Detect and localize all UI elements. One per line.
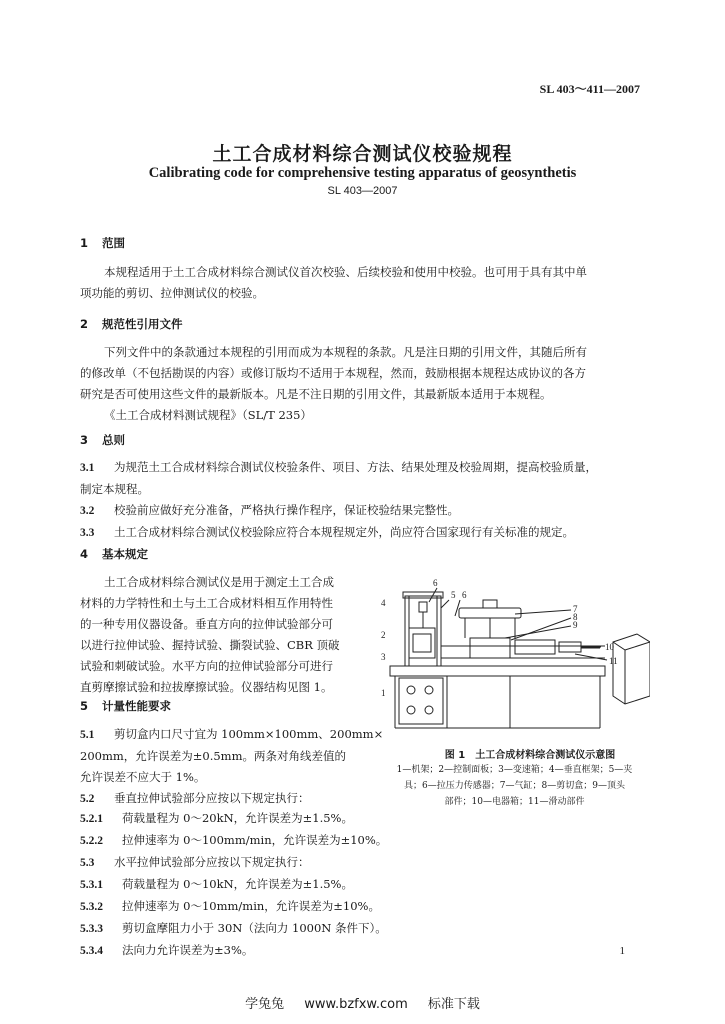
footer-site-name: 学兔兔 (245, 997, 285, 1012)
clause-3-3: 3.3 土工合成材料综合测试仪校验除应符合本规程规定外，尚应符合国家现行有关标准的规定。 (80, 525, 574, 539)
label-8: 8 (573, 612, 578, 622)
section-2-body: 下列文件中的条款通过本规程的引用而成为本规程的条款。凡是注日期的引用文件，其随后所有 的修改单（不包括勘误的内容）或修订版均不适用于本规程，然而，鼓励根据本规程达成协议的各方 研究是否可使用这些文件的最新版本。凡是不注日期的引用文件，其最新版本适用于本规程。 《土工合成材料测试规程》（SL/T 235） (80, 342, 655, 426)
machine-frame (390, 666, 605, 676)
clause-5-2: 5.2 垂直拉伸试验部分应按以下规定执行： (80, 791, 310, 805)
clause-5-3-3: 5.3.3 剪切盒摩阻力小于 30N（法向力 1000N 条件下）。 (80, 921, 387, 935)
figure-legend: 1—机架；2—控制面板；3—变速箱；4—垂直框架；5—夹 具；6—拉压力传感器；7—气缸；8—剪切盒；9—顶头 部件；10—电器箱；11—滑动部件 (396, 765, 633, 807)
page-title-english: Calibrating code for comprehensive testing apparatus of geosynthetis (148, 165, 577, 181)
electrical-box (613, 634, 650, 704)
footer-url[interactable]: www.bzfxw.com (304, 997, 408, 1012)
clause-3-2: 3.2 校验前应做好充分准备，严格执行操作程序，保证校验结果完整性。 (80, 503, 459, 517)
section-4-heading: 4 基本规定 (80, 547, 148, 561)
clause-5-2-1: 5.2.1 荷载量程为 0～20kN，允许误差为±1.5%。 (80, 811, 353, 825)
label-6b: 6 (462, 590, 467, 600)
apparatus-diagram (375, 578, 650, 738)
air-cylinder (459, 608, 521, 618)
clause-5-3: 5.3 水平拉伸试验部分应按以下规定执行： (80, 855, 310, 869)
footer-tag: 标准下载 (427, 997, 480, 1012)
sliding-part (515, 640, 555, 654)
section-1-heading: 1 范围 (80, 236, 125, 250)
page-number: 1 (619, 945, 625, 957)
section-3-heading: 3 总则 (80, 433, 125, 447)
clause-5-2-2: 5.2.2 拉伸速率为 0～100mm/min，允许误差为±10%。 (80, 833, 388, 847)
load-cell (419, 602, 427, 612)
label-6: 6 (433, 578, 438, 588)
label-11: 11 (609, 656, 618, 666)
clause-5-3-4: 5.3.4 法向力允许误差为±3%。 (80, 943, 254, 957)
label-4: 4 (381, 598, 386, 608)
standard-code: SL 403—2007 (327, 185, 398, 197)
label-5: 5 (451, 590, 456, 600)
label-10: 10 (605, 642, 614, 652)
clause-3-1: 3.1 为规范土工合成材料综合测试仪校验条件、项目、方法、结果处理及校验周期，提高校验质量， (80, 460, 597, 474)
section-5-subclauses (80, 808, 640, 962)
footer-watermark (0, 993, 725, 1012)
section-1-body: 本规程适用于土工合成材料综合测试仪首次校验、后续校验和使用中校验。也可用于具有其中单 项功能的剪切、拉伸测试仪的校验。 (80, 265, 587, 300)
label-7: 7 (573, 604, 578, 614)
section-5-heading: 5 计量性能要求 (80, 699, 171, 713)
section-5-body: 5.1 剪切盒内口尺寸宜为 100mm×100mm、200mm× 200mm，允许误差为±0.5mm。两条对角线差值的 允许误差不应大于 1%。 5.2 垂直拉伸试验部分应按以下规定执行： (80, 724, 410, 810)
clause-5-3-2: 5.3.2 拉伸速率为 0～10mm/min，允许误差为±10%。 (80, 899, 380, 913)
control-panel (399, 678, 443, 724)
section-3-body: 3.1 为规范土工合成材料综合测试仪校验条件、项目、方法、结果处理及校验周期，提高校验质量， 制定本规程。 3.2 校验前应做好充分准备，严格执行操作程序，保证校验结果完整性。 3.3 土工合成材料综合测试仪校验除应符合本规程规定外，尚应符合国家现行有关标准的规定。 (80, 457, 660, 544)
page-title: 土工合成材料综合测试仪校验规程 (212, 143, 513, 165)
label-1: 1 (381, 688, 386, 698)
section-2-heading: 2 规范性引用文件 (80, 317, 183, 331)
vertical-frame (405, 596, 441, 666)
label-3: 3 (381, 652, 386, 662)
clause-5-3-1: 5.3.1 荷载量程为 0～10kN，允许误差为±1.5%。 (80, 877, 353, 891)
label-9: 9 (573, 620, 578, 630)
figure-caption: 图 1 土工合成材料综合测试仪示意图 (444, 750, 616, 761)
section-4-body: 土工合成材料综合测试仪是用于测定土工合成 材料的力学特性和土与土工合成材料相互作用特性 的一种专用仪器设备。垂直方向的拉伸试验部分可 以进行拉伸试验、握持试验、撕裂试验、CBR 顶破 试验和刺破试验。水平方向的拉伸试验部分可进行 直剪摩擦试验和拉拔摩擦试验。仪器结构见图 1。 (80, 575, 340, 694)
clause-5-1: 5.1 剪切盒内口尺寸宜为 100mm×100mm、200mm× (80, 727, 384, 741)
label-2: 2 (381, 630, 386, 640)
shear-box (470, 638, 510, 658)
standard-number: SL 403～411—2007 (539, 82, 640, 96)
reference-document: 《土工合成材料测试规程》（SL/T 235） (104, 408, 312, 422)
